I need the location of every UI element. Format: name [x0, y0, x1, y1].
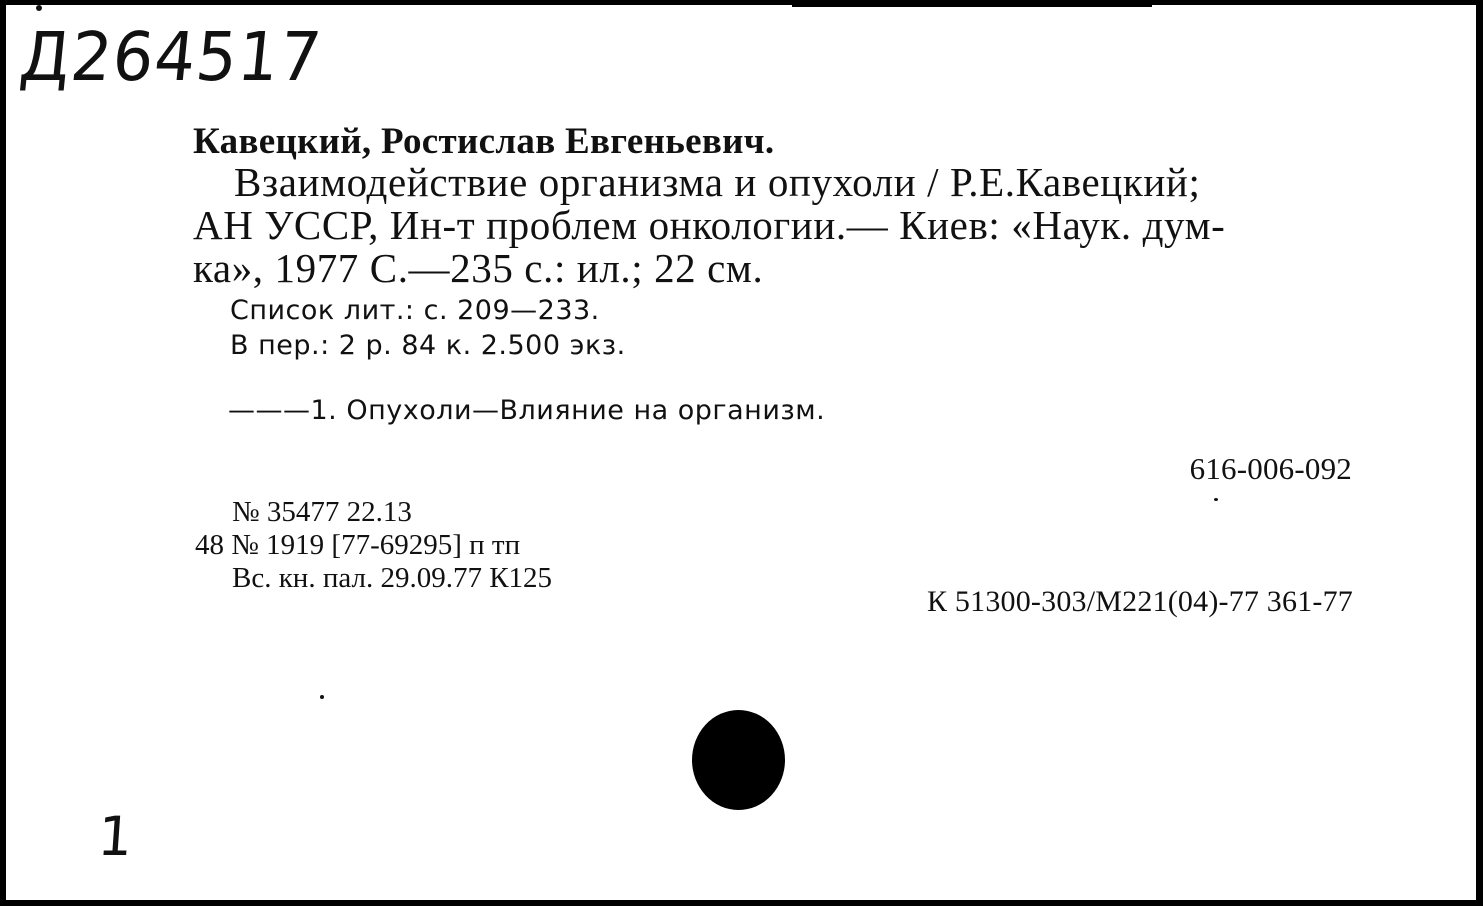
- registration-line-2: 48 № 1919 [77-69295] п тп: [195, 529, 521, 561]
- call-number: Д264517: [16, 19, 326, 97]
- subject-heading: ———1. Опухоли—Влияние на организм.: [228, 395, 826, 426]
- udc-code: 616-006-092: [1189, 451, 1352, 486]
- card-edge-line: [792, 5, 1152, 7]
- bibliography-note: Список лит.: с. 209—233.: [230, 295, 600, 326]
- author-heading: Кавецкий, Ростислав Евгеньевич.: [193, 121, 775, 162]
- ink-speck: [1214, 498, 1218, 501]
- punch-hole: [692, 710, 785, 810]
- ink-speck: [36, 5, 42, 11]
- ink-speck: [320, 695, 324, 699]
- title-line-1: Взаимодействие организма и опухоли / Р.Е.Кавецкий;: [234, 159, 1201, 205]
- title-line-2: АН УССР, Ин-т проблем онкологии.— Киев: «Наук. дум-: [193, 202, 1226, 248]
- registration-line-3: Вс. кн. пал. 29.09.77 К125: [232, 562, 553, 594]
- price-note: В пер.: 2 р. 84 к. 2.500 экз.: [230, 330, 626, 361]
- title-line-3: ка», 1977 С.—235 с.: ил.; 22 см.: [193, 245, 764, 291]
- bbk-code: К 51300-303/М221(04)-77 361-77: [927, 585, 1353, 618]
- card-sequence-number: 1: [95, 805, 135, 868]
- registration-line-1: № 35477 22.13: [232, 496, 412, 528]
